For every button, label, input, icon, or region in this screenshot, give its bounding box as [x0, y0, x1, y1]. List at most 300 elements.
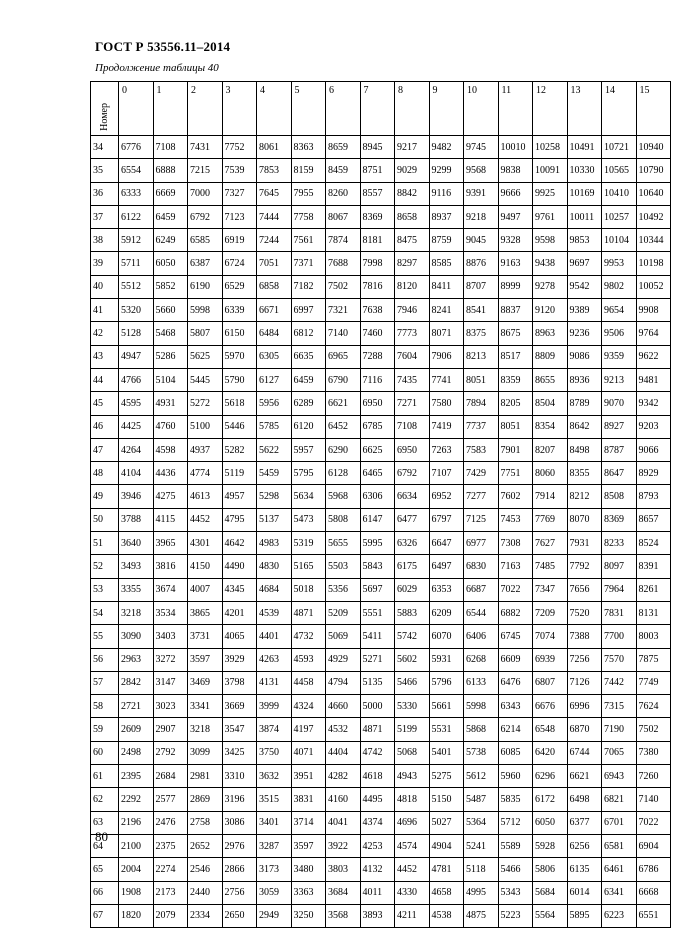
- column-header: 13: [567, 82, 602, 136]
- table-cell: 9506: [602, 322, 637, 345]
- table-cell: 5104: [153, 368, 188, 391]
- table-row: [91, 299, 671, 322]
- row-number-cell: 65: [91, 858, 119, 881]
- table-cell: 6296: [533, 765, 568, 788]
- table-row: [91, 765, 671, 788]
- column-header: 12: [533, 82, 568, 136]
- table-cell: 3568: [326, 904, 361, 927]
- table-cell: 4732: [291, 625, 326, 648]
- table-cell: 6339: [222, 299, 257, 322]
- table-cell: 8945: [360, 136, 395, 159]
- table-row: [91, 438, 671, 461]
- table-cell: 6014: [567, 881, 602, 904]
- table-cell: 4947: [119, 345, 154, 368]
- row-number-cell: 37: [91, 205, 119, 228]
- table-cell: 5712: [498, 811, 533, 834]
- table-cell: 4452: [188, 508, 223, 531]
- table-cell: 2173: [153, 881, 188, 904]
- table-cell: 5883: [395, 601, 430, 624]
- column-header: 1: [153, 82, 188, 136]
- table-cell: 2684: [153, 765, 188, 788]
- table-cell: 2498: [119, 741, 154, 764]
- column-header: 3: [222, 82, 257, 136]
- table-cell: 9359: [602, 345, 637, 368]
- table-cell: 3999: [257, 695, 292, 718]
- table-cell: 3534: [153, 601, 188, 624]
- table-cell: 8655: [533, 368, 568, 391]
- table-cell: 8647: [602, 462, 637, 485]
- table-cell: 5868: [464, 718, 499, 741]
- table-cell: 3310: [222, 765, 257, 788]
- table-cell: 7645: [257, 182, 292, 205]
- table-cell: 8003: [636, 625, 671, 648]
- table-cell: 4574: [395, 834, 430, 857]
- table-row: [91, 811, 671, 834]
- table-cell: 7749: [636, 671, 671, 694]
- row-number-cell: 46: [91, 415, 119, 438]
- table-cell: 4539: [257, 601, 292, 624]
- table-cell: 8233: [602, 532, 637, 555]
- table-cell: 9745: [464, 136, 499, 159]
- table-cell: 7123: [222, 205, 257, 228]
- table-cell: 9066: [636, 438, 671, 461]
- table-cell: 7741: [429, 368, 464, 391]
- table-cell: 6807: [533, 671, 568, 694]
- table-cell: 7894: [464, 392, 499, 415]
- table-cell: 6744: [567, 741, 602, 764]
- table-cell: 7419: [429, 415, 464, 438]
- table-cell: 7955: [291, 182, 326, 205]
- table-cell: 9622: [636, 345, 671, 368]
- table-caption: Продолжение таблицы 40: [95, 62, 219, 74]
- table-cell: 2756: [222, 881, 257, 904]
- table-cell: 7288: [360, 345, 395, 368]
- table-cell: 5272: [188, 392, 223, 415]
- table-cell: 6175: [395, 555, 430, 578]
- table-cell: 7602: [498, 485, 533, 508]
- row-number-cell: 49: [91, 485, 119, 508]
- table-cell: 9217: [395, 136, 430, 159]
- row-number-cell: 44: [91, 368, 119, 391]
- table-cell: 7327: [222, 182, 257, 205]
- table-cell: 7209: [533, 601, 568, 624]
- table-cell: 2721: [119, 695, 154, 718]
- table-row: [91, 508, 671, 531]
- table-cell: 8369: [602, 508, 637, 531]
- table-row: [91, 904, 671, 927]
- row-number-cell: 45: [91, 392, 119, 415]
- table-cell: 7752: [222, 136, 257, 159]
- table-cell: 5459: [257, 462, 292, 485]
- table-cell: 6209: [429, 601, 464, 624]
- table-cell: 4995: [464, 881, 499, 904]
- table-cell: 8557: [360, 182, 395, 205]
- table-cell: 4794: [326, 671, 361, 694]
- table-cell: 8359: [498, 368, 533, 391]
- table-cell: 6150: [222, 322, 257, 345]
- table-cell: 4211: [395, 904, 430, 927]
- table-cell: 2866: [222, 858, 257, 881]
- table-cell: 5661: [429, 695, 464, 718]
- table-cell: 3403: [153, 625, 188, 648]
- table-cell: 7108: [153, 136, 188, 159]
- table-cell: 6724: [222, 252, 257, 275]
- table-cell: 7308: [498, 532, 533, 555]
- table-cell: 10052: [636, 275, 671, 298]
- table-cell: 7444: [257, 205, 292, 228]
- table-cell: 8475: [395, 229, 430, 252]
- column-header: 5: [291, 82, 326, 136]
- table-cell: 3086: [222, 811, 257, 834]
- table-cell: 8504: [533, 392, 568, 415]
- table-cell: 7688: [326, 252, 361, 275]
- table-cell: 6120: [291, 415, 326, 438]
- row-number-cell: 63: [91, 811, 119, 834]
- table-cell: 6498: [567, 788, 602, 811]
- table-cell: 10104: [602, 229, 637, 252]
- table-cell: 5660: [153, 299, 188, 322]
- table-row: [91, 322, 671, 345]
- table-cell: 4264: [119, 438, 154, 461]
- table-cell: 6919: [222, 229, 257, 252]
- table-cell: 2004: [119, 858, 154, 881]
- table-cell: 9203: [636, 415, 671, 438]
- table-cell: 8787: [602, 438, 637, 461]
- table-cell: 8071: [429, 322, 464, 345]
- table-cell: 7570: [602, 648, 637, 671]
- table-cell: 4282: [326, 765, 361, 788]
- table-cell: 3363: [291, 881, 326, 904]
- table-cell: 6621: [567, 765, 602, 788]
- table-cell: 4871: [360, 718, 395, 741]
- table-cell: 5512: [119, 275, 154, 298]
- table-cell: 2476: [153, 811, 188, 834]
- table-cell: 10198: [636, 252, 671, 275]
- table-cell: 6950: [395, 438, 430, 461]
- table-cell: 7831: [602, 601, 637, 624]
- table-cell: 7108: [395, 415, 430, 438]
- table-cell: 8541: [464, 299, 499, 322]
- table-row: [91, 671, 671, 694]
- table-cell: 5960: [498, 765, 533, 788]
- table-cell: 8498: [567, 438, 602, 461]
- table-cell: 5271: [360, 648, 395, 671]
- table-cell: 5912: [119, 229, 154, 252]
- table-cell: 5069: [326, 625, 361, 648]
- table-cell: 10410: [602, 182, 637, 205]
- table-cell: 9120: [533, 299, 568, 322]
- table-cell: 5027: [429, 811, 464, 834]
- table-cell: 5275: [429, 765, 464, 788]
- table-cell: 4660: [326, 695, 361, 718]
- column-header: 6: [326, 82, 361, 136]
- table-cell: 5135: [360, 671, 395, 694]
- table-cell: 8391: [636, 555, 671, 578]
- table-cell: 8675: [498, 322, 533, 345]
- table-cell: 7638: [360, 299, 395, 322]
- table-row: [91, 462, 671, 485]
- table-cell: 3196: [222, 788, 257, 811]
- table-cell: 4937: [188, 438, 223, 461]
- table-cell: 6786: [636, 858, 671, 881]
- table-cell: 8205: [498, 392, 533, 415]
- table-cell: 8067: [326, 205, 361, 228]
- table-cell: 6484: [257, 322, 292, 345]
- table-cell: 6621: [326, 392, 361, 415]
- table-cell: 4818: [395, 788, 430, 811]
- table-cell: 7244: [257, 229, 292, 252]
- table-cell: 8585: [429, 252, 464, 275]
- table-cell: 5298: [257, 485, 292, 508]
- table-cell: 2842: [119, 671, 154, 694]
- table-cell: 5466: [395, 671, 430, 694]
- table-cell: 9389: [567, 299, 602, 322]
- table-cell: 3425: [222, 741, 257, 764]
- table-row: [91, 252, 671, 275]
- table-cell: 6353: [429, 578, 464, 601]
- table-cell: 6581: [602, 834, 637, 857]
- table-cell: 5970: [222, 345, 257, 368]
- table-cell: 6609: [498, 648, 533, 671]
- table-row: [91, 834, 671, 857]
- table-cell: 7792: [567, 555, 602, 578]
- table-cell: 4150: [188, 555, 223, 578]
- row-number-cell: 61: [91, 765, 119, 788]
- table-cell: 6343: [498, 695, 533, 718]
- table-cell: 8411: [429, 275, 464, 298]
- table-cell: 8120: [395, 275, 430, 298]
- table-cell: 7453: [498, 508, 533, 531]
- table-cell: 10258: [533, 136, 568, 159]
- page-number: 80: [95, 829, 108, 844]
- table-cell: 7561: [291, 229, 326, 252]
- table-cell: 6830: [464, 555, 499, 578]
- table-cell: 7321: [326, 299, 361, 322]
- row-number-cell: 64: [91, 834, 119, 857]
- table-cell: 9953: [602, 252, 637, 275]
- table-cell: 5128: [119, 322, 154, 345]
- row-number-cell: 51: [91, 532, 119, 555]
- table-cell: 3480: [291, 858, 326, 881]
- table-cell: 2292: [119, 788, 154, 811]
- table-cell: 8097: [602, 555, 637, 578]
- table-cell: 3218: [188, 718, 223, 741]
- table-cell: 7347: [533, 578, 568, 601]
- table-cell: 8363: [291, 136, 326, 159]
- table-cell: 3731: [188, 625, 223, 648]
- table-cell: 9482: [429, 136, 464, 159]
- table-cell: 6635: [291, 345, 326, 368]
- table-cell: 7140: [326, 322, 361, 345]
- table-cell: 4532: [326, 718, 361, 741]
- table-cell: 5957: [291, 438, 326, 461]
- table-cell: 5356: [326, 578, 361, 601]
- table-cell: 7901: [498, 438, 533, 461]
- table-cell: 5487: [464, 788, 499, 811]
- table-cell: 7435: [395, 368, 430, 391]
- table-cell: 4330: [395, 881, 430, 904]
- table-cell: 9666: [498, 182, 533, 205]
- table-cell: 5068: [395, 741, 430, 764]
- table-cell: 4696: [395, 811, 430, 834]
- table-cell: 4132: [360, 858, 395, 881]
- table-cell: 6122: [119, 205, 154, 228]
- table-cell: 5602: [395, 648, 430, 671]
- row-number-cell: 55: [91, 625, 119, 648]
- column-header: 10: [464, 82, 499, 136]
- row-number-cell: 62: [91, 788, 119, 811]
- table-cell: 10344: [636, 229, 671, 252]
- table-row: [91, 601, 671, 624]
- table-cell: 2609: [119, 718, 154, 741]
- table-cell: 4760: [153, 415, 188, 438]
- table-cell: 6289: [291, 392, 326, 415]
- table-cell: 4598: [153, 438, 188, 461]
- table-cell: 6634: [395, 485, 430, 508]
- table-cell: 6977: [464, 532, 499, 555]
- table-cell: 5503: [326, 555, 361, 578]
- table-cell: 7946: [395, 299, 430, 322]
- table-cell: 5445: [188, 368, 223, 391]
- table-cell: 4065: [222, 625, 257, 648]
- table-cell: 9481: [636, 368, 671, 391]
- table-cell: 5738: [464, 741, 499, 764]
- table-cell: 5995: [360, 532, 395, 555]
- table-cell: 9925: [533, 182, 568, 205]
- column-header: 14: [602, 82, 637, 136]
- table-cell: 5796: [429, 671, 464, 694]
- row-number-cell: 43: [91, 345, 119, 368]
- table-cell: 5806: [533, 858, 568, 881]
- table-cell: 7520: [567, 601, 602, 624]
- table-row: [91, 578, 671, 601]
- table-cell: 10721: [602, 136, 637, 159]
- row-number-cell: 52: [91, 555, 119, 578]
- table-cell: 6888: [153, 159, 188, 182]
- table-cell: 7260: [636, 765, 671, 788]
- table-cell: 6821: [602, 788, 637, 811]
- table-cell: 2976: [222, 834, 257, 857]
- table-cell: 5622: [257, 438, 292, 461]
- table-cell: 7853: [257, 159, 292, 182]
- table-row: [91, 345, 671, 368]
- table-cell: 7914: [533, 485, 568, 508]
- table-cell: 4742: [360, 741, 395, 764]
- table-cell: 9299: [429, 159, 464, 182]
- table-cell: 3965: [153, 532, 188, 555]
- table-cell: 6377: [567, 811, 602, 834]
- table-cell: 10169: [567, 182, 602, 205]
- table-cell: 7460: [360, 322, 395, 345]
- table-cell: 3059: [257, 881, 292, 904]
- table-cell: 4452: [395, 858, 430, 881]
- table-cell: 7906: [429, 345, 464, 368]
- table-row: [91, 625, 671, 648]
- table-row: [91, 555, 671, 578]
- table-cell: 8707: [464, 275, 499, 298]
- table-cell: 4197: [291, 718, 326, 741]
- table-cell: 5209: [326, 601, 361, 624]
- table-cell: 8657: [636, 508, 671, 531]
- table-cell: 3951: [291, 765, 326, 788]
- table-cell: 3632: [257, 765, 292, 788]
- table-cell: 6882: [498, 601, 533, 624]
- table-cell: 9908: [636, 299, 671, 322]
- row-number-cell: 56: [91, 648, 119, 671]
- table-cell: 6214: [498, 718, 533, 741]
- table-cell: 3355: [119, 578, 154, 601]
- table-cell: 4275: [153, 485, 188, 508]
- table-cell: 6529: [222, 275, 257, 298]
- table-cell: 8999: [498, 275, 533, 298]
- table-cell: 8260: [326, 182, 361, 205]
- table-cell: 4774: [188, 462, 223, 485]
- table-cell: 5589: [498, 834, 533, 857]
- table-cell: 4618: [360, 765, 395, 788]
- table-cell: 3816: [153, 555, 188, 578]
- table-cell: 7116: [360, 368, 395, 391]
- table-cell: 7074: [533, 625, 568, 648]
- table-cell: 3865: [188, 601, 223, 624]
- row-number-cell: 40: [91, 275, 119, 298]
- table-cell: 5968: [326, 485, 361, 508]
- table-cell: 5998: [188, 299, 223, 322]
- table-cell: 5795: [291, 462, 326, 485]
- table-cell: 4943: [395, 765, 430, 788]
- table-cell: 3218: [119, 601, 154, 624]
- row-number-cell: 36: [91, 182, 119, 205]
- table-cell: 4781: [429, 858, 464, 881]
- row-number-cell: 48: [91, 462, 119, 485]
- table-cell: 7125: [464, 508, 499, 531]
- table-cell: 1820: [119, 904, 154, 927]
- table-cell: 4436: [153, 462, 188, 485]
- table-row: [91, 182, 671, 205]
- table-row: [91, 415, 671, 438]
- table-cell: 4983: [257, 532, 292, 555]
- table-cell: 6785: [360, 415, 395, 438]
- table-cell: 7065: [602, 741, 637, 764]
- table-cell: 9568: [464, 159, 499, 182]
- table-cell: 4766: [119, 368, 154, 391]
- table-cell: 4011: [360, 881, 395, 904]
- table-cell: 3798: [222, 671, 257, 694]
- column-header: 11: [498, 82, 533, 136]
- table-cell: 4929: [326, 648, 361, 671]
- table-cell: 5843: [360, 555, 395, 578]
- table-header-row: [91, 82, 671, 136]
- table-cell: 7380: [636, 741, 671, 764]
- table-cell: 4458: [291, 671, 326, 694]
- table-cell: 2395: [119, 765, 154, 788]
- table-cell: 4007: [188, 578, 223, 601]
- table-cell: 6585: [188, 229, 223, 252]
- table-cell: 6776: [119, 136, 154, 159]
- table-cell: 9116: [429, 182, 464, 205]
- table-cell: 5998: [464, 695, 499, 718]
- table-cell: 7431: [188, 136, 223, 159]
- table-cell: 6792: [188, 205, 223, 228]
- table-row: [91, 159, 671, 182]
- table-cell: 3287: [257, 834, 292, 857]
- table-row: [91, 695, 671, 718]
- data-table: [90, 81, 671, 928]
- table-cell: 9086: [567, 345, 602, 368]
- table-cell: 5895: [567, 904, 602, 927]
- table-cell: 6223: [602, 904, 637, 927]
- column-header: 7: [360, 82, 395, 136]
- table-cell: 8751: [360, 159, 395, 182]
